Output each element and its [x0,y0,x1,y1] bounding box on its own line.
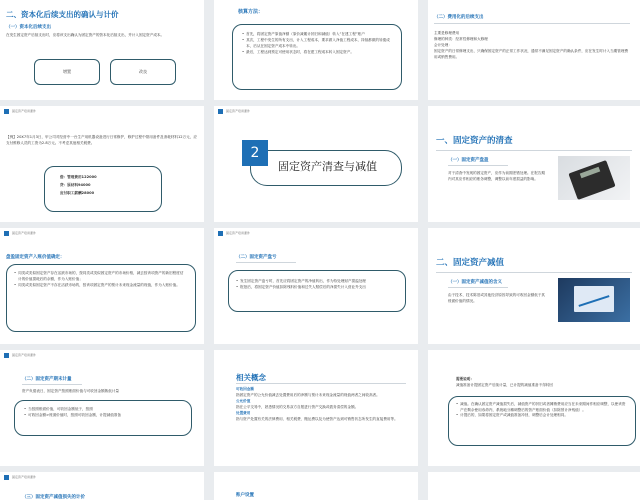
slide-header [0,228,204,238]
body-line: 会计处理： [434,43,452,47]
header-text: 固定资产培训课件 [12,231,37,235]
divider [436,150,632,151]
slide-title: 一、固定资产的清查 [436,136,513,146]
logo-icon [218,231,223,236]
slide-title: 二、资本化后续支出的确认与计价 [6,10,119,19]
concept-term: 可收回金额 [236,387,254,391]
bullet-list [236,278,396,290]
logo-icon [4,353,9,358]
bullet-list [242,31,392,55]
concept-term: 公允价值 [236,399,251,403]
body-line: 修理的种类：经常性修理和大修理 [434,37,488,41]
list-item: • 其次，工程中发生的所有支出，计入工程成本，要求做入净值工程成本，持续都做的转债成本，后从在固定资产成本中转出。 [242,37,392,49]
list-item: • 首先，将固定资产原值净额（原价减累计折旧和减值）转入“在建工程”账户 [242,31,392,37]
bullet-list [456,402,628,419]
concept-list [236,386,408,422]
header-text: 固定资产培训课件 [12,475,37,479]
divider [434,23,630,24]
slide-header [0,472,204,482]
content-box [228,270,406,312]
logo-icon [4,475,9,480]
calculator-image [558,156,630,200]
slide-subtitle: （二）固定资产盘亏 [236,255,277,260]
slide-7[interactable] [0,228,204,344]
slide-body: 对于清查中发现的固定资产，应作为前期差错处理。在报告期内对其应作相应的账务调整，调整以前年度损益的影响。 [448,171,546,181]
body-line: 固定资产的日常修理支出，只确保固定资产的正常工作状况，通常不满足固定资产的确认条件，应在发生时计入当期管理费用或销售费用。 [434,49,629,59]
list-item: • 同类或类似固定资产存在活跃市场的，按同类或类似固定资产的市场价格，减去按该项资产的新旧程度估计的价值损耗后的余额，作为入账价值； [14,270,186,282]
header-text: 固定资产培训课件 [226,109,251,113]
divider [448,287,508,288]
slide-subtitle: 账户设置 [236,493,254,498]
slide-13[interactable] [0,472,204,500]
list-item: • 当按照账面价值，可收回金额低于，按照 [24,406,184,412]
header-text: 固定资产培训课件 [226,231,251,235]
slide-15[interactable] [428,472,640,500]
slide-10[interactable] [0,350,204,466]
slide-title: 二、固定资产减值 [436,258,505,268]
list-item: • 发生固定资产盘亏时，首先应将固定资产的净值转出，作为待处理财产损溢处理 [236,278,396,284]
bullet-list [14,270,186,288]
slide-subtitle: 盘盈固定资产入账价值确定： [6,255,65,260]
entry-line: 贷：原材料94000 [60,183,91,187]
slide-2[interactable] [214,0,418,100]
slide-header [214,228,418,238]
slide-subtitle: （一）资本化后续支出 [6,25,51,30]
divider [236,383,406,384]
entry-line: 应付职工薪酬28000 [60,191,95,195]
divider [448,165,508,166]
calculator-icon [568,160,615,200]
section-number: 2 [242,140,268,166]
header-text: 固定资产培训课件 [12,109,37,113]
slide-1[interactable] [0,0,204,100]
list-item: • 可收回金额>账面价值时，按照可收回金额，计提减值准备 [24,412,184,418]
bullet-list [24,406,184,418]
header-text: 固定资产培训课件 [12,353,37,357]
slide-subtitle: （二）费用化的后续支出 [434,15,484,20]
slide-subtitle: 核算方法： [238,9,264,15]
slide-11[interactable] [214,350,418,466]
slide-subtitle: （一）固定资产盘盈 [448,158,489,163]
slide-body: 由于技术、技术陈旧或其他经济原因导致的可收回金额低于其账面价值的情况。 [448,293,546,303]
concept-definition: 指在公平交易中，熟悉情况的交易双方自愿进行资产交换或债务清偿的金额。 [236,405,359,409]
concept-definition: 指固定资产的公允价值减去处置费用后的净额与预计未来现金流量的现值两者之间较高者。 [236,393,380,397]
list-item: • 同类或类似固定资产不存在活跃市场的，按该项固定资产的预计未来现金流量的现值，作为入账价值。 [14,282,186,288]
slide-6[interactable] [428,106,640,222]
slide-12[interactable] [428,350,640,466]
list-item: • 最后，工程达到预定可使用状态时，将在建工程成本转入固定资产。 [242,49,392,55]
option-box-right: 改良 [110,59,176,85]
slide-4[interactable] [0,106,204,222]
concept-definition: 指与资产处置有关的法律费用、相关税费、搬运费以及为使资产达到可销售状态所发生的直接费用等。 [236,417,398,421]
slide-body [434,30,630,60]
slide-3[interactable] [428,0,640,100]
section-title: 固定资产清查与减值 [278,160,377,173]
logo-icon [4,231,9,236]
divider [436,272,632,273]
list-item: • 计提后的，如果将固定资产或减值准备冲回，调整后会计处理相同。 [456,413,628,419]
slide-header [214,106,418,116]
slide-header [0,106,204,116]
list-item: • 报批后，将固定资产价值扣除残料价值和过失人赔偿后的净损失计入营业外支出 [236,284,396,290]
example-text: 【例】20X7年1月3日，甲公司对经营中一台生产用机器设备进行日常修护，修护过程中领用备件及消耗材料12万元，应支付维修人员的工资为2.8万元。不考虑其他相关税费。 [6,135,197,145]
slide-14[interactable] [214,472,418,500]
logo-icon [218,109,223,114]
body-line: 主要是修理费用 [434,31,460,35]
slide-9[interactable] [428,228,640,344]
slide-8[interactable] [214,228,418,344]
slide-subtitle: （三）固定资产减值损失的计价 [22,495,85,500]
slide-subtitle: （一）固定资产减值的含义 [448,280,502,285]
entry-line: 借：管理费用122000 [60,175,97,179]
journal-entries [60,173,156,197]
slide-header [0,350,204,360]
list-item: • 减值。在确认固定资产减值损失后，减值资产的折旧或者摊销费用应当在未来期间作相应调整，以使该资产在剩余使用寿命内，系统地分摊调整后的资产账面价值（扣除预计净残值）。 [456,402,628,413]
logo-icon [4,109,9,114]
note-subheading: 减值准备计提固定资产后续计量，已计提的减值准备不得转回 [456,383,554,387]
divider [236,262,296,263]
option-box-left: 增置 [34,59,100,85]
note-heading: 需要说明： [456,377,474,381]
concept-term: 处置费用 [236,411,251,415]
divider [22,384,82,385]
slide-subtitle: （二）固定资产期末计量 [22,377,72,382]
laptop-chart-image [558,278,630,322]
slide-body: 资产负债表日，固定资产按照账面价值与可收回金额孰低计量 [22,389,120,393]
slide-body: 在发生固定资产后续支出时，应将该支出确认为固定资产的资本化后续支出，并计入固定资产成本。 [6,33,165,37]
slide-5[interactable] [214,106,418,222]
slide-title: 相关概念 [236,373,266,382]
